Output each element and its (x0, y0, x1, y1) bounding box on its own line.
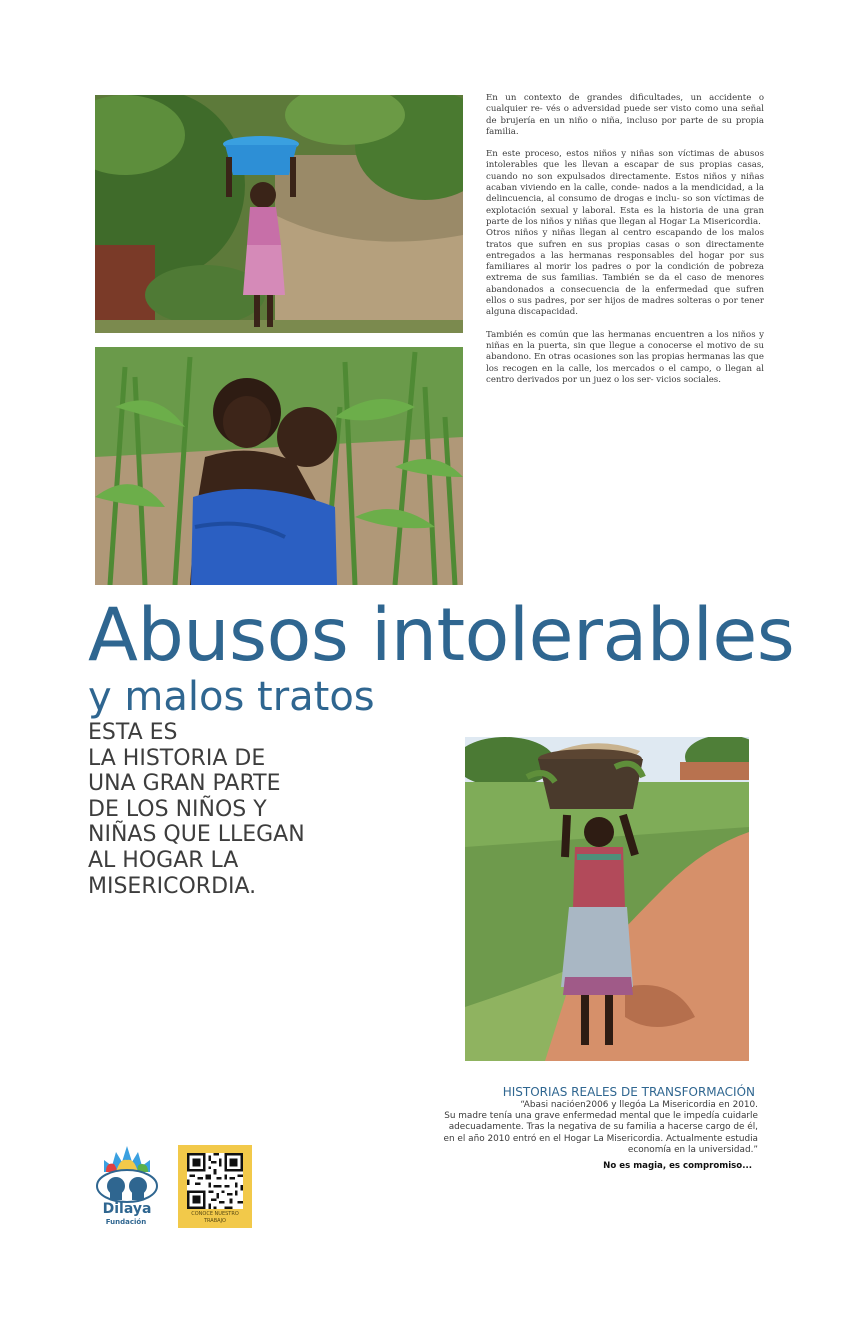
highlight-line: AL HOGAR LA (88, 847, 239, 873)
page-subtitle: y malos tratos (88, 674, 375, 720)
article-body-text (486, 93, 764, 397)
quote-line: adecuadamente. Tras la negativa de su familia a hacerse cargo de él, (448, 1122, 758, 1133)
paragraph-1: En un contexto de grandes dificultades, un accidente o cualquier re- vés o adversidad puede ser visto como una señal de brujería en un niño o niña, incluso por parte de su propia familia. (486, 93, 764, 137)
real-stories-section (440, 1085, 758, 1172)
stories-heading: HISTORIAS REALES DE TRANSFORMACIÓN (502, 1085, 755, 1099)
paragraph-2: En este proceso, estos niños y niñas son víctimas de abusos intolerables que les llevan a escapar de sus propias casas, cuando no son expulsados directamente. Estos niños y niñas acaban viviendo en la calle, conde- nados a la mendicidad, a la delincuencia, al consumo de drogas e inclu- so son víctimas de explotación sexual y laboral. Esta es la historia de una gran parte de los niños y niñas que llegan al Hogar La Misericordia. (486, 149, 764, 227)
highlight-line: UNA GRAN PARTE (88, 771, 281, 797)
highlight-line: ESTA ES (88, 720, 178, 745)
paragraph-4: También es común que las hermanas encuentren a los niños y niñas en la puerta, sin que llegue a conocerse el motivo de su abandono. En otras ocasiones son las propias hermanas las que los recogen en la calle, los mercados o el campo, o llegan al centro derivados por un juez o los ser- vicios sociales. (486, 329, 764, 385)
qr-caption-line: TRABAJO (203, 1217, 226, 1224)
quote-line: en el año 2010 entró en el Hogar La Misericordia. Actualmente estudia (443, 1133, 758, 1144)
qr-caption (178, 1211, 252, 1224)
highlight-statement (88, 720, 418, 899)
quote-line: economía en la universidad.” (627, 1144, 758, 1155)
highlight-line: DE LOS NIÑOS Y (88, 796, 267, 822)
logo-name: Dilaya (102, 1201, 152, 1217)
logo-subtitle: Fundación (105, 1218, 147, 1226)
stories-quote (440, 1100, 758, 1156)
qr-caption-line: CONOCE NUESTRO (191, 1211, 239, 1217)
page-title: Abusos intolerables (88, 593, 795, 678)
paragraph-3: Otros niños y niñas llegan al centro escapando de los malos tratos que sufren en sus propias casas o son directamente entregados a las hermanas responsables del hogar por sus familiares al morir los padres o por la condición de pobreza extrema de sus familias. También se da el caso de menores abandonados a consecuencia de la enfermedad que sufren ellos o sus padres, por ser hijos de madres solteras o por tener alguna discapacidad. (486, 228, 764, 318)
tagline: No es magia, es compromiso... (603, 1161, 752, 1172)
qr-code[interactable] (187, 1153, 243, 1209)
quote-line: “Abasi nacióen2006 y llegóa La Misericordia en 2010. (520, 1100, 758, 1110)
highlight-line: NIÑAS QUE LLEGAN (88, 822, 305, 848)
quote-line: Su madre tenía una grave enfermedad mental que le impedía cuidarle (444, 1111, 758, 1122)
qr-code-card[interactable] (178, 1145, 252, 1228)
children-in-cornfield-photo (95, 347, 463, 585)
girl-carrying-blue-basin-photo (95, 95, 463, 333)
girl-carrying-bowl-on-dirt-road-photo (465, 737, 749, 1061)
highlight-line: LA HISTORIA DE (88, 745, 266, 771)
highlight-line: MISERICORDIA. (88, 873, 257, 899)
